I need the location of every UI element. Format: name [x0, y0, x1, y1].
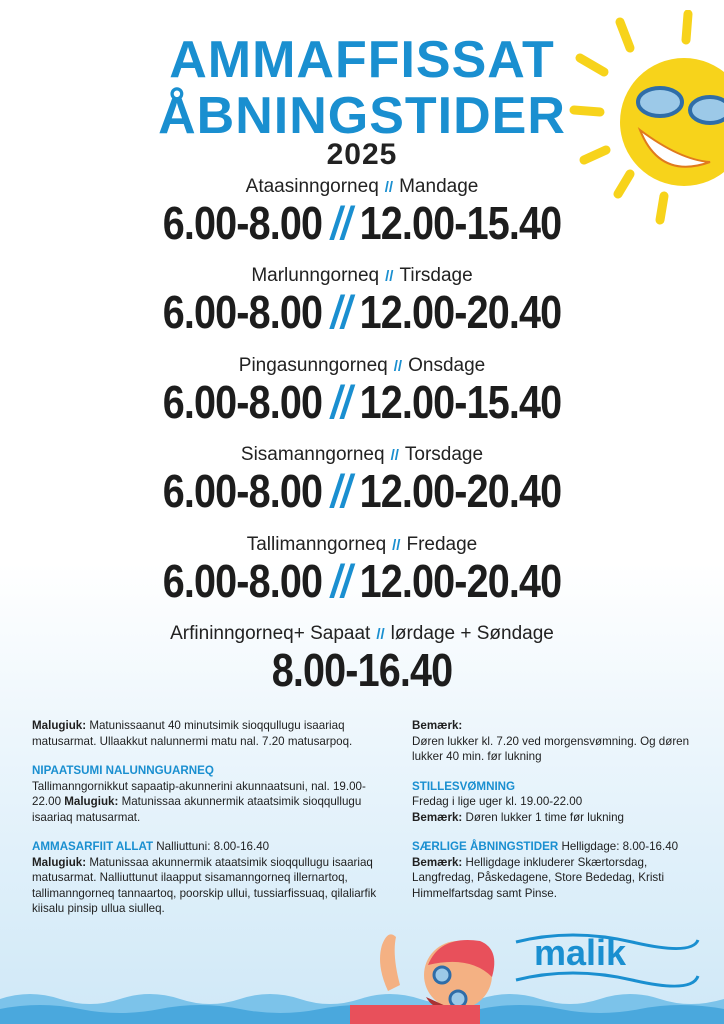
separator: // — [330, 555, 351, 607]
separator: // — [390, 447, 399, 464]
saerlige-heading-line — [412, 839, 702, 855]
ammasarfiit-note — [32, 855, 392, 917]
morning-hours: 6.00-8.00 — [162, 376, 323, 428]
separator: // — [330, 197, 351, 249]
note-label: Bemærk: — [412, 855, 463, 869]
day-label-da: Torsdage — [404, 444, 484, 465]
afternoon-hours: 12.00-20.40 — [359, 286, 562, 338]
saerlige-heading: SÆRLIGE ÅBNINGSTIDER — [412, 840, 559, 853]
note-text: Tallimanngornikkut sapaatip-akunnerini akunnaatsuni, nal. 19.00-22.00 — [32, 779, 366, 808]
day-tuesday — [0, 265, 724, 339]
note-text: Helligdage: 8.00-16.40 — [558, 840, 679, 853]
morning-hours: 6.00-8.00 — [162, 555, 323, 607]
nipaatsumi-note — [32, 779, 392, 826]
note-text: Matunissaanut 40 minutsimik sioqqullugu isaariaq matusarmat. Ullaakkut nalunnermi matu nal. 7.20 matusarpoq. — [32, 719, 353, 748]
day-label-da: Onsdage — [408, 355, 486, 376]
note-text: Matunissaa akunnermik ataatsimik sioqqullugu isaariaq matusarmat. — [32, 795, 362, 824]
saerlige-note — [412, 855, 702, 902]
day-label-kl: Ataasinngorneq — [245, 176, 379, 197]
note-label: Malugiuk: — [64, 795, 119, 808]
year: 2025 — [326, 138, 398, 171]
morning-hours: 6.00-8.00 — [162, 465, 323, 517]
morning-hours: 6.00-8.00 — [162, 197, 323, 249]
day-label-kl: Tallimanngorneq — [246, 534, 387, 555]
note-label: Malugiuk: — [32, 719, 87, 732]
stille-text: Fredag i lige uger kl. 19.00-22.00 — [412, 795, 583, 808]
afternoon-hours: 12.00-15.40 — [359, 197, 562, 249]
separator: // — [385, 268, 394, 285]
note-text: Nalliuttuni: 8.00-16.40 — [153, 840, 270, 853]
malik-logo-text: malik — [534, 932, 627, 973]
day-label-da: Fredage — [406, 534, 478, 555]
day-monday — [0, 176, 724, 250]
day-wednesday — [0, 355, 724, 429]
malugiuk-note — [32, 718, 392, 749]
day-label-da: lørdage + Søndage — [390, 623, 554, 644]
separator: // — [376, 626, 385, 643]
day-label-da: Mandage — [399, 176, 479, 197]
note-text: Døren lukker 1 time før lukning — [462, 810, 624, 824]
separator: // — [330, 286, 351, 338]
separator: // — [330, 376, 351, 428]
note-text: Matunissaa akunnermik ataatsimik sioqqullugu isaariaq matusarmat. Nalliuttunut ilaapput sisamanngorneq illernartoq, tallimanngorneq tannaartoq, poorskip ullui, tussiarfissuaq, qilaliarfik kiisalu pinsip ullua siulleq. — [32, 855, 377, 915]
note-label: Bemærk: — [412, 810, 463, 824]
stille-note — [412, 810, 702, 826]
title-line-2: ÅBNINGSTIDER — [158, 87, 566, 145]
separator: // — [393, 358, 403, 375]
day-label-kl: Pingasunngorneq — [238, 355, 388, 376]
day-label-kl: Arfininngorneq+ Sapaat — [170, 623, 371, 644]
day-weekend — [0, 623, 724, 697]
swimmer-illustration — [330, 925, 530, 1024]
separator: // — [392, 537, 401, 554]
morning-hours: 6.00-8.00 — [162, 286, 323, 338]
bemaerk-label: Bemærk: — [412, 719, 463, 732]
note-label: Malugiuk: — [32, 855, 87, 869]
day-label-da: Tirsdage — [399, 265, 473, 286]
note-text: Helligdage inkluderer Skærtorsdag, Langfredag, Påskedagene, Store Bededag, Kristi Himmelfartsdag samt Pinse. — [412, 855, 665, 900]
left-notes — [32, 718, 392, 917]
ammasarfiit-heading-line — [32, 839, 392, 855]
afternoon-hours: 12.00-20.40 — [359, 555, 562, 607]
day-label-kl: Marlunngorneq — [251, 265, 380, 286]
afternoon-hours: 12.00-15.40 — [359, 376, 562, 428]
separator: // — [384, 179, 394, 196]
stille-heading: STILLESVØMNING — [412, 779, 516, 793]
bemaerk-text: Døren lukker kl. 7.20 ved morgensvømning. Og døren lukker 40 min. før lukning — [412, 734, 690, 763]
title-line-1: AMMAFFISSAT — [169, 31, 555, 89]
day-thursday — [0, 444, 724, 518]
separator: // — [330, 465, 351, 517]
afternoon-hours: 12.00-20.40 — [359, 465, 562, 517]
nipaatsumi-heading: NIPAATSUMI NALUNNGUARNEQ — [32, 764, 214, 777]
day-friday — [0, 534, 724, 608]
ammasarfiit-heading: AMMASARFIIT ALLAT — [32, 840, 154, 853]
weekend-hours: 8.00-16.40 — [271, 644, 453, 696]
day-label-kl: Sisamanngorneq — [240, 444, 385, 465]
right-notes — [412, 718, 702, 901]
